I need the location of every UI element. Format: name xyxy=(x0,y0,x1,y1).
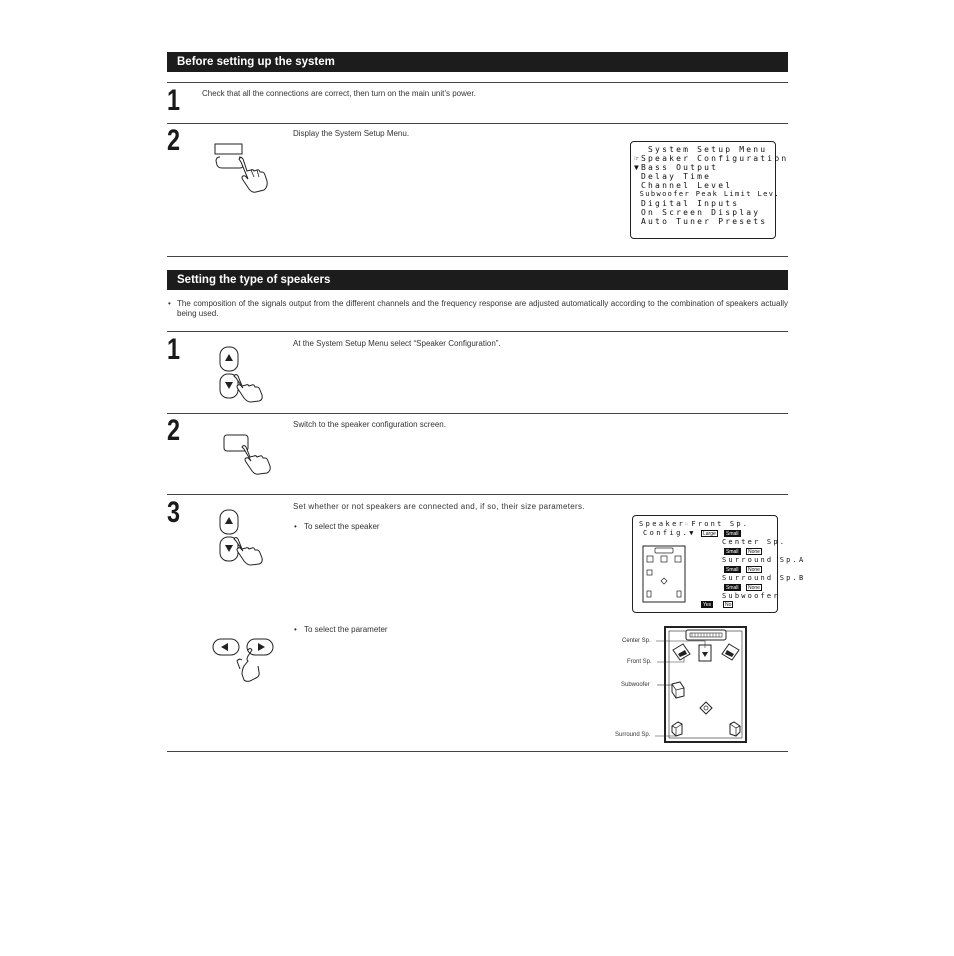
osd-menu-item: Digital Inputs xyxy=(634,199,740,208)
divider xyxy=(167,256,788,257)
osd-menu-title: System Setup Menu xyxy=(634,145,768,154)
room-speaker-diagram xyxy=(650,626,750,746)
osd-center-sp: Center Sp. xyxy=(722,538,787,546)
setup-button-hand-icon xyxy=(212,143,272,193)
option-small: Small xyxy=(726,549,739,555)
option-none: None xyxy=(748,585,760,591)
option-small: Small xyxy=(726,531,739,537)
option-large: Large xyxy=(703,531,716,537)
step-number: 1 xyxy=(167,333,181,366)
step-number: 2 xyxy=(167,414,181,447)
left-right-buttons-icon xyxy=(212,636,274,682)
osd-menu-item: Delay Time xyxy=(634,172,712,181)
osd-speaker-label: Speaker xyxy=(639,520,686,528)
step-number: 3 xyxy=(167,496,181,529)
osd-surround-b: Surround Sp.B xyxy=(722,574,806,582)
label-center-sp: Center Sp. xyxy=(622,638,651,644)
step-text: At the System Setup Menu select “Speaker Configuration”. xyxy=(293,339,501,348)
osd-menu-item: Channel Level xyxy=(634,181,733,190)
bullet-symbol: • xyxy=(168,299,171,308)
divider xyxy=(167,82,788,83)
option-none: None xyxy=(748,549,760,555)
up-down-buttons-icon xyxy=(218,346,273,402)
option-no: No xyxy=(725,602,732,608)
osd-menu-item: ▼Bass Output xyxy=(634,163,719,172)
section-header-speaker-type: Setting the type of speakers xyxy=(167,270,788,290)
step-text: Switch to the speaker configuration screen. xyxy=(293,420,446,429)
up-down-buttons-icon xyxy=(218,509,273,565)
step-text: Check that all the connections are correct, then turn on the main unit’s power. xyxy=(202,89,476,98)
divider xyxy=(167,331,788,332)
system-setup-menu-screen xyxy=(630,141,789,239)
step-subtext-parameter: To select the parameter xyxy=(304,625,388,634)
intro-paragraph: The composition of the signals output from the different channels and the frequency response are adjusted automatically according to the combination of speakers actually being used. xyxy=(177,299,788,318)
option-none: None xyxy=(748,567,760,573)
option-yes: Yes xyxy=(703,602,712,608)
osd-surround-a: Surround Sp.A xyxy=(722,556,806,564)
osd-menu-item: ☞Speaker Configuration xyxy=(634,154,789,163)
osd-front-sp: ☞Front Sp. xyxy=(685,520,750,528)
step-text: Set whether or not speakers are connected and, if so, their size parameters. xyxy=(293,502,585,511)
bullet-symbol: • xyxy=(294,522,297,531)
enter-button-hand-icon xyxy=(222,433,272,475)
osd-subwoofer: Subwoofer xyxy=(722,592,780,600)
divider xyxy=(167,123,788,124)
step-number: 2 xyxy=(167,124,181,157)
step-text: Display the System Setup Menu. xyxy=(293,129,410,138)
osd-menu-item: On Screen Display xyxy=(634,208,761,217)
divider xyxy=(167,751,788,752)
divider xyxy=(167,494,788,495)
step-subtext-speaker: To select the speaker xyxy=(304,522,380,531)
mini-room-diagram-icon xyxy=(642,545,686,603)
section-header-before-setup: Before setting up the system xyxy=(167,52,788,72)
label-surround-sp: Surround Sp. xyxy=(615,732,651,738)
osd-menu-item: Subwoofer Peak Limit Lev. xyxy=(634,190,780,198)
bullet-symbol: • xyxy=(294,625,297,634)
step-number: 1 xyxy=(167,84,181,117)
osd-menu-item: Auto Tuner Presets xyxy=(634,217,768,226)
option-small: Small xyxy=(726,585,739,591)
label-subwoofer: Subwoofer xyxy=(621,682,650,688)
label-front-sp: Front Sp. xyxy=(627,659,652,665)
option-small: Small xyxy=(726,567,739,573)
divider xyxy=(167,413,788,414)
osd-config-label: Config.▼ xyxy=(643,529,696,537)
speaker-config-screen xyxy=(632,515,806,613)
